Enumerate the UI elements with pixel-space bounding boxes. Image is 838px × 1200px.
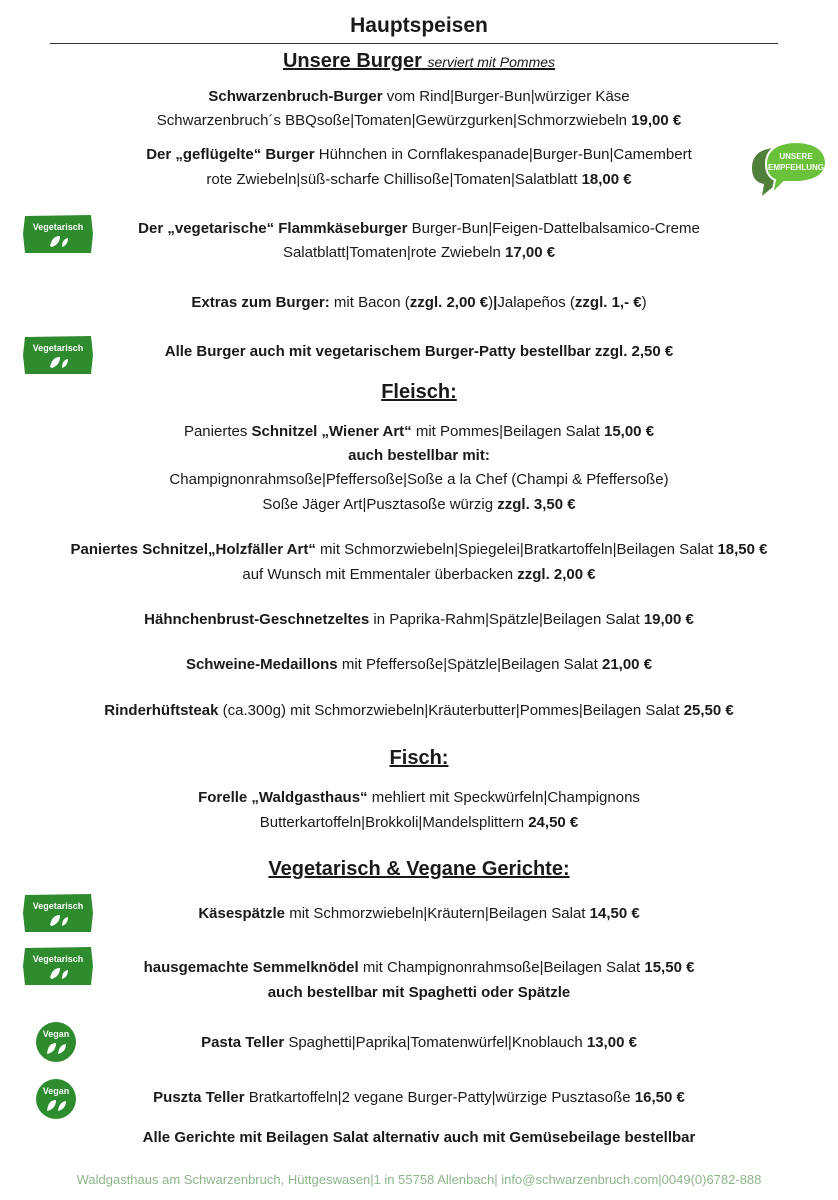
burger1-desc: vom Rind|Burger-Bun|würziger Käse <box>382 88 630 105</box>
burger2-line1 <box>0 145 838 165</box>
holzfaeller-line1 <box>0 540 838 560</box>
forelle-price: 24,50 € <box>528 814 579 831</box>
burger3-line1 <box>0 219 838 239</box>
burger3-name: Der „vegetarische“ Flammkäseburger <box>138 220 408 237</box>
pasta-name: Pasta Teller <box>201 1034 285 1051</box>
badge-vegan-label: Vegan <box>42 1029 70 1039</box>
schnitzel-wiener-also: auch bestellbar mit: <box>348 447 490 464</box>
burger2-desc2: rote Zwiebeln|süß-scharfe Chillisoße|Tomaten|Salatblatt <box>206 171 582 188</box>
haehnchen-line <box>0 610 838 630</box>
steak-desc: (ca.300g) mit Schmorzwiebeln|Kräuterbutter|Pommes|Beilagen Salat <box>218 702 684 719</box>
section-heading-fleisch: Fleisch: <box>381 381 457 403</box>
kaesespaetzle-price: 14,50 € <box>589 905 640 922</box>
schnitzel-sauces2: Soße Jäger Art|Pusztasoße würzig <box>262 496 498 513</box>
extras-line <box>0 293 838 313</box>
semmel-also: auch bestellbar mit Spaghetti oder Spätzle <box>267 984 571 1001</box>
burger1-price: 19,00 € <box>631 112 682 129</box>
page-title: Hauptspeisen <box>350 14 488 37</box>
badge-vegan-label: Vegan <box>42 1086 70 1096</box>
burger3-desc: Burger-Bun|Feigen-Dattelbalsamico-Creme <box>407 220 700 237</box>
burger-serve-note: serviert mit Pommes <box>427 54 556 70</box>
badge-vegetarisch-label: Vegetarisch <box>32 901 84 911</box>
schnitzel-sauces1: Champignonrahmsoße|Pfeffersoße|Soße a la Chef (Champi & Pfeffersoße) <box>169 471 669 488</box>
schnitzel-wiener-desc: mit Pommes|Beilagen Salat <box>411 423 604 440</box>
burger2-price: 18,00 € <box>581 171 632 188</box>
burger3-price: 17,00 € <box>505 244 556 261</box>
section-heading-fisch: Fisch: <box>389 747 449 769</box>
forelle-desc2: Butterkartoffeln|Brokkoli|Mandelsplittern <box>259 814 529 831</box>
forelle-line1 <box>0 788 838 808</box>
extras-sep: | <box>493 294 498 311</box>
extras-t1: mit Bacon ( <box>329 294 410 311</box>
extras-t4: ) <box>641 294 647 311</box>
burger1-name: Schwarzenbruch-Burger <box>208 88 383 105</box>
burger1-line1 <box>0 87 838 107</box>
empf-line1: UNSERE <box>779 152 813 161</box>
badge-vegetarisch-label: Vegetarisch <box>32 954 84 964</box>
medaillons-name: Schweine-Medaillons <box>185 656 338 673</box>
steak-price: 25,50 € <box>683 702 734 719</box>
semmel-name: hausgemachte Semmelknödel <box>143 959 359 976</box>
forelle-desc: mehliert mit Speckwürfeln|Champignons <box>367 789 640 806</box>
holzfaeller-price: 18,50 € <box>717 541 768 558</box>
empf-line2: EMPFEHLUNG <box>768 163 824 172</box>
haehnchen-desc: in Paprika-Rahm|Spätzle|Beilagen Salat <box>369 611 644 628</box>
holzfaeller-extra-price: zzgl. 2,00 € <box>517 566 596 583</box>
schnitzel-wiener-pre: Paniertes <box>183 423 252 440</box>
extras-p1: zzgl. 2,00 € <box>409 294 489 311</box>
forelle-line2 <box>0 813 838 833</box>
schnitzel-wiener-price: 15,00 € <box>603 423 655 440</box>
badge-vegetarisch-label: Vegetarisch <box>32 343 84 353</box>
holzfaeller-name: Paniertes Schnitzel„Holzfäller Art“ <box>70 541 316 558</box>
schnitzel-sauce-price: zzgl. 3,50 € <box>497 496 576 513</box>
extras-label: Extras zum Burger: <box>191 294 330 311</box>
semmel-desc: mit Champignonrahmsoße|Beilagen Salat <box>358 959 645 976</box>
medaillons-price: 21,00 € <box>601 656 653 673</box>
burger1-desc2: Schwarzenbruch´s BBQsoße|Tomaten|Gewürzgurken|Schmorzwiebeln <box>156 112 632 129</box>
steak-line <box>0 701 838 721</box>
kaesespaetzle-desc: mit Schmorzwiebeln|Kräutern|Beilagen Salat <box>285 905 590 922</box>
extras-p2: zzgl. 1,- € <box>574 294 642 311</box>
burger3-desc2: Salatblatt|Tomaten|rote Zwiebeln <box>282 244 506 261</box>
closing-note: Alle Gerichte mit Beilagen Salat alternativ auch mit Gemüsebeilage bestellbar <box>142 1129 696 1146</box>
holzfaeller-desc2: auf Wunsch mit Emmentaler überbacken <box>242 566 518 583</box>
schnitzel-wiener-name: Schnitzel „Wiener Art“ <box>251 423 412 440</box>
schnitzel-sauces2-line <box>0 495 838 515</box>
haehnchen-name: Hähnchenbrust-Geschnetzeltes <box>144 611 370 628</box>
badge-vegetarisch-label: Vegetarisch <box>32 222 84 232</box>
holzfaeller-desc: mit Schmorzwiebeln|Spiegelei|Bratkartoffeln|Beilagen Salat <box>315 541 718 558</box>
burger-heading: Unsere Burger <box>282 50 422 72</box>
section-heading-veg: Vegetarisch & Vegane Gerichte: <box>268 858 570 880</box>
holzfaeller-line2 <box>0 565 838 585</box>
extras-t3: Jalapeños ( <box>497 294 575 311</box>
veggie-patty-note: Alle Burger auch mit vegetarischem Burger-Patty bestellbar zzgl. 2,50 € <box>164 343 674 360</box>
burger2-name: Der „geflügelte“ Burger <box>146 146 315 163</box>
forelle-name: Forelle „Waldgasthaus“ <box>198 789 368 806</box>
pasta-price: 13,00 € <box>586 1034 637 1051</box>
steak-name: Rinderhüftsteak <box>104 702 219 719</box>
puszta-price: 16,50 € <box>634 1089 685 1106</box>
semmel-price: 15,50 € <box>644 959 695 976</box>
medaillons-desc: mit Pfeffersoße|Spätzle|Beilagen Salat <box>337 656 602 673</box>
kaesespaetzle-line <box>0 904 838 924</box>
burger2-desc: Hühnchen in Cornflakespanade|Burger-Bun|Camembert <box>314 146 692 163</box>
haehnchen-price: 19,00 € <box>643 611 694 628</box>
burger2-line2 <box>0 170 838 190</box>
recommendation-bubble-icon <box>744 138 830 202</box>
burger1-line2 <box>0 111 838 131</box>
title-divider <box>50 43 778 44</box>
section-heading-burger <box>0 48 838 75</box>
puszta-line <box>0 1088 838 1108</box>
schnitzel-wiener-line1 <box>0 422 838 442</box>
footer-contact: Waldgasthaus am Schwarzenbruch, Hüttgeswasen|1 in 55758 Allenbach| info@schwarzenbruch.com|0049(0)6782-888 <box>76 1172 762 1187</box>
pasta-line <box>0 1033 838 1053</box>
semmel-line1 <box>0 958 838 978</box>
puszta-desc: Bratkartoffeln|2 vegane Burger-Patty|würzige Pusztasoße <box>244 1089 635 1106</box>
burger3-line2 <box>0 243 838 263</box>
kaesespaetzle-name: Käsespätzle <box>198 905 286 922</box>
puszta-name: Puszta Teller <box>153 1089 245 1106</box>
pasta-desc: Spaghetti|Paprika|Tomatenwürfel|Knoblauch <box>284 1034 587 1051</box>
medaillons-line <box>0 655 838 675</box>
extras-t2: ) <box>488 294 494 311</box>
